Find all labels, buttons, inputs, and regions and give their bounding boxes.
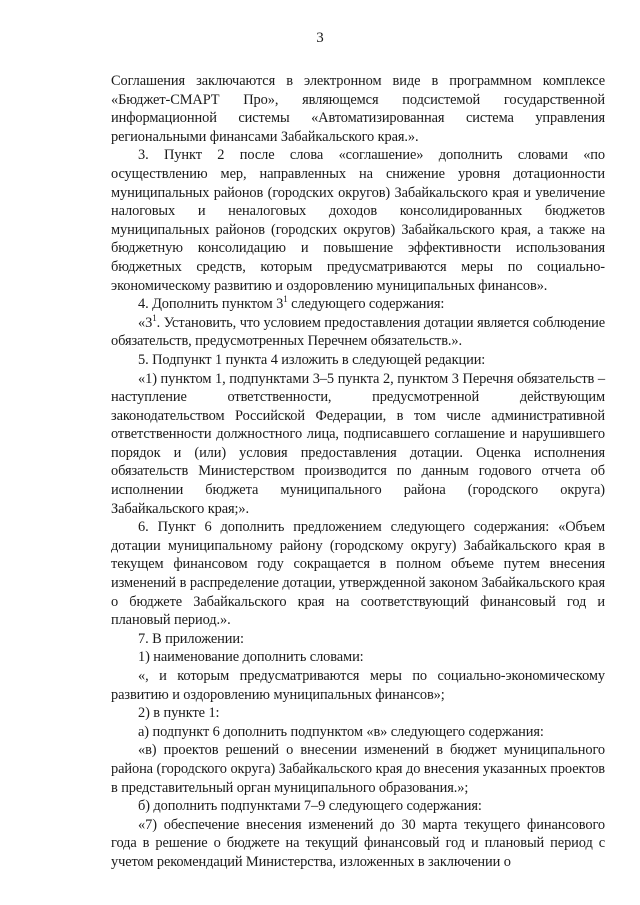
paragraph-item-4-tail: следующего содержания:: [287, 296, 445, 313]
paragraph-agreement-form: Соглашения заключаются в электронном виде в программном комплексе «Бюджет-СМАРТ Про», являющемся подсистемой государственной информационной системы «Автоматизированная система управления региональными финансами Забайкальского края.».: [111, 73, 605, 145]
superscript: 1: [152, 312, 157, 323]
paragraph-item-3-1: [111, 314, 605, 351]
page-number: 3: [316, 30, 324, 46]
paragraph-item-5-text: «1) пунктом 1, подпунктами 3–5 пункта 2, пунктом 3 Перечня обязательств – наступление ответственности, предусмотренной действующим законодательством Российской Федерации, в том числе административной ответственности должностного лица, подписавшего соглашение и нарушившего порядок и (или) условия предоставления дотации. Оценка исполнения обязательств Министерством производится по данным годового отчета об исполнении бюджета муниципального района (городского округа) Забайкальского края;».: [111, 370, 605, 517]
paragraph-subitem-2b-text: «7) обеспечение внесения изменений до 30 марта текущего финансового года в решение о бюджете на текущий финансовый год и плановый период с учетом рекомендаций Министерства, изложенных в заключении о: [111, 816, 605, 870]
paragraph-item-4: [111, 295, 605, 314]
paragraph-subitem-2: 2) в пункте 1:: [138, 705, 220, 722]
paragraph-subitem-1: 1) наименование дополнить словами:: [138, 649, 364, 666]
paragraph-item-7: 7. В приложении:: [138, 630, 244, 647]
paragraph-item-5: 5. Подпункт 1 пункта 4 изложить в следующей редакции:: [138, 351, 486, 368]
paragraph-item-3-1-text: «3: [138, 314, 153, 331]
paragraph-item-3: 3. Пункт 2 после слова «соглашение» дополнить словами «по осуществлению мер, направленных на снижение уровня дотационности муниципальных районов (городских округов) Забайкальского края и увеличение налоговых и неналоговых доходов консолидированных бюджетов муниципальных районов (городских округов) Забайкальского края, а также на бюджетную консолидацию и повышение эффективности использования бюджетных средств, которым предусматриваются меры по социально-экономическому развитию и оздоровлению муниципальных финансов».: [111, 147, 605, 294]
paragraph-item-3-1-tail: . Установить, что условием предоставления дотации является соблюдение обязательств, предусмотренных Перечнем обязательств.».: [111, 314, 605, 350]
document-body: [111, 72, 605, 872]
paragraph-subitem-1-text: «, и которым предусматриваются меры по социально-экономическому развитию и оздоровлению муниципальных финансов»;: [111, 668, 605, 703]
paragraph-item-4-text: 4. Дополнить пунктом 3: [138, 296, 284, 313]
paragraph-subitem-2a-text: «в) проектов решений о внесении изменений в бюджет муниципального района (городского округа) Забайкальского края до внесения указанных проектов в представительный орган муниципального образования.»;: [111, 742, 605, 796]
paragraph-subitem-2b: б) дополнить подпунктами 7–9 следующего содержания:: [138, 798, 482, 815]
paragraph-subitem-2a: а) подпункт 6 дополнить подпунктом «в» следующего содержания:: [138, 723, 544, 740]
superscript: 1: [283, 294, 288, 305]
paragraph-item-6: 6. Пункт 6 дополнить предложением следующего содержания: «Объем дотации муниципальному району (городскому округу) Забайкальского края в текущем финансовом году сокращается в полном объеме путем внесения изменений в распределение дотации, утвержденной законом Забайкальского края о бюджете Забайкальского края на соответствующий финансовый год и плановый период.».: [111, 519, 605, 629]
